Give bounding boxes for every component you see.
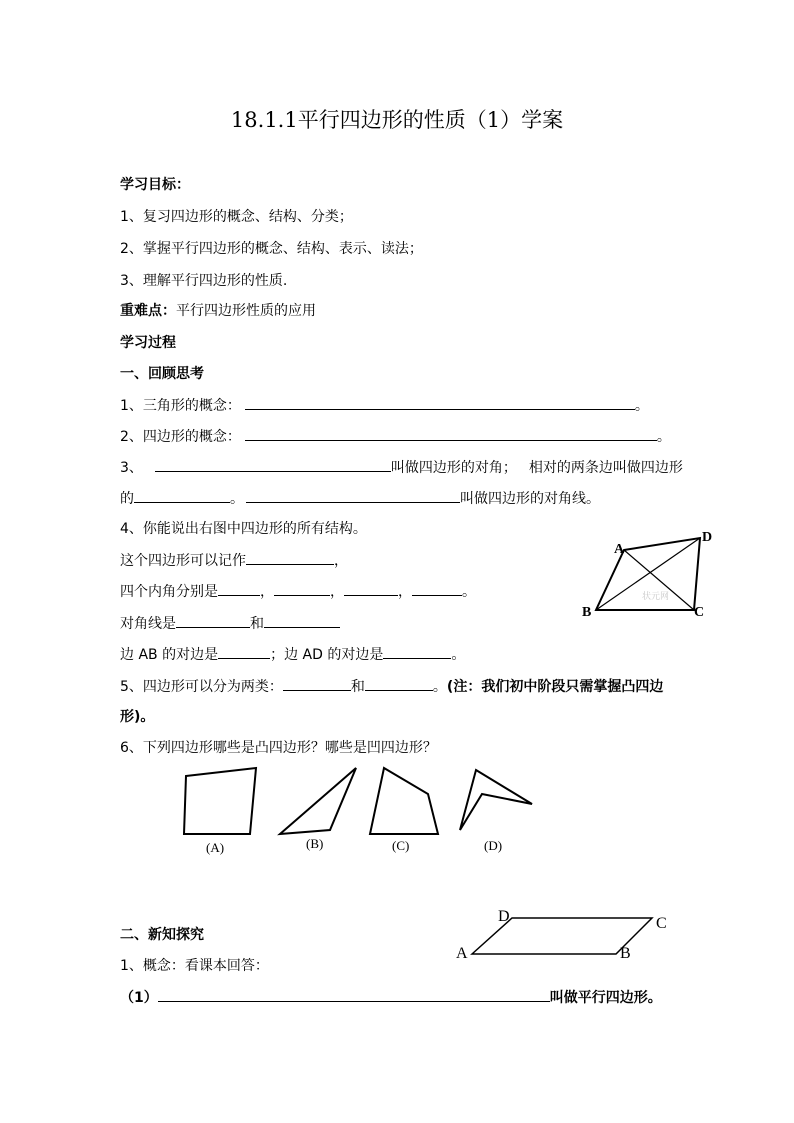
vertex-label-d: D bbox=[702, 530, 713, 545]
section2-heading: 二、新知探究 bbox=[120, 927, 204, 943]
c1-end: 叫做平行四边形。 bbox=[549, 990, 662, 1006]
q4c-label: 对角线是 bbox=[120, 616, 176, 632]
q5-note-cont: 形)。 bbox=[120, 709, 155, 725]
q4a-label: 这个四边形可以记作 bbox=[120, 553, 246, 569]
comma: ， bbox=[260, 584, 274, 600]
q2-blank[interactable] bbox=[245, 427, 657, 441]
q4d-label-1: 边 AB 的对边是 bbox=[120, 647, 219, 663]
q5-label: 5、四边形可以分为两类： bbox=[120, 679, 283, 695]
q4d-label-2: ；边 AD 的对边是 bbox=[270, 647, 384, 663]
comma: ， bbox=[398, 584, 412, 600]
shape-label-a: (A) bbox=[206, 840, 225, 855]
q5-note: (注：我们初中阶段只需掌握凸四边 bbox=[446, 679, 664, 695]
q5-and: 和 bbox=[350, 679, 365, 695]
vertex-label-d: D bbox=[498, 908, 510, 925]
vertex-label-b: B bbox=[620, 945, 631, 962]
vertex-label-c: C bbox=[694, 605, 705, 620]
question-4b bbox=[120, 582, 476, 601]
q2-label: 2、四边形的概念： bbox=[120, 429, 241, 445]
q3b-end: 叫做四边形的对角线。 bbox=[460, 491, 600, 507]
goals-heading: 学习目标： bbox=[120, 177, 190, 193]
q3b-dot: 。 bbox=[230, 491, 244, 507]
q1-label: 1、三角形的概念： bbox=[120, 398, 241, 414]
q1-end: 。 bbox=[634, 398, 649, 414]
shape-a bbox=[184, 768, 256, 834]
goal-item: 2、掌握平行四边形的概念、结构、表示、读法； bbox=[120, 241, 423, 257]
diagonal-ac bbox=[624, 550, 694, 610]
q2-end: 。 bbox=[656, 429, 671, 445]
vertex-label-c: C bbox=[656, 915, 667, 932]
vertex-label-a: A bbox=[614, 542, 625, 557]
shape-d bbox=[460, 770, 532, 830]
question-4c bbox=[120, 614, 340, 633]
q3-prefix: 3、 bbox=[120, 460, 143, 476]
question-6: 6、下列四边形哪些是凸四边形？哪些是凹四边形？ bbox=[120, 740, 437, 756]
watermark: 状元网 bbox=[642, 591, 670, 601]
q3-mid2: 相对的两条边叫做四边形 bbox=[528, 460, 683, 476]
question-3 bbox=[120, 458, 683, 477]
question-4d bbox=[120, 645, 465, 664]
shape-b bbox=[280, 768, 356, 834]
key-points-label: 重难点： bbox=[120, 303, 176, 319]
q3-blank-2[interactable] bbox=[134, 489, 230, 503]
q1-blank[interactable] bbox=[245, 396, 635, 410]
vertex-label-a: A bbox=[456, 945, 468, 962]
shapes-figure bbox=[170, 760, 550, 860]
q3-blank-3[interactable] bbox=[246, 489, 460, 503]
goal-item: 1、复习四边形的概念、结构、分类； bbox=[120, 209, 353, 225]
question-3b bbox=[120, 489, 600, 508]
key-points bbox=[120, 302, 316, 320]
concept-1: 1、概念：看课本回答： bbox=[120, 958, 269, 974]
opposite-blank-2[interactable] bbox=[383, 645, 451, 659]
key-points-text: 平行四边形性质的应用 bbox=[176, 303, 316, 319]
q3b-prefix: 的 bbox=[120, 491, 134, 507]
goal-item: 3、理解平行四边形的性质. bbox=[120, 273, 288, 289]
angle-blank-1[interactable] bbox=[218, 582, 260, 596]
diagonal-blank-2[interactable] bbox=[264, 614, 340, 628]
angle-blank-4[interactable] bbox=[412, 582, 462, 596]
diagonal-blank-1[interactable] bbox=[176, 614, 250, 628]
q5-end: 。 bbox=[432, 679, 447, 695]
q4b-end: 。 bbox=[462, 584, 476, 600]
q3-mid: 叫做四边形的对角； bbox=[390, 460, 517, 476]
q5-blank-2[interactable] bbox=[365, 677, 433, 691]
c1-num: （1） bbox=[120, 990, 158, 1006]
quadrilateral-figure bbox=[576, 524, 726, 624]
q4d-end: 。 bbox=[451, 647, 466, 663]
shape-c bbox=[370, 768, 438, 834]
parallelogram-figure bbox=[452, 904, 676, 966]
c1-blank[interactable] bbox=[158, 988, 550, 1002]
section1-heading: 一、回顾思考 bbox=[120, 366, 204, 382]
shape-label-c: (C) bbox=[392, 838, 410, 853]
angle-blank-2[interactable] bbox=[274, 582, 330, 596]
question-5 bbox=[120, 677, 663, 696]
question-2 bbox=[120, 427, 671, 446]
shape-label-d: (D) bbox=[484, 838, 503, 853]
q4a-end: ， bbox=[334, 553, 348, 569]
page-title: 18.1.1平行四边形的性质（1）学案 bbox=[230, 108, 564, 132]
opposite-blank-1[interactable] bbox=[218, 645, 270, 659]
concept-1-1 bbox=[120, 988, 662, 1007]
q4c-and: 和 bbox=[250, 616, 264, 632]
comma: ， bbox=[330, 584, 344, 600]
shape-label-b: (B) bbox=[306, 836, 324, 851]
question-4-title: 4、你能说出右图中四边形的所有结构。 bbox=[120, 521, 367, 537]
q4b-label: 四个内角分别是 bbox=[120, 584, 218, 600]
q3-blank-1[interactable] bbox=[155, 458, 391, 472]
question-4a bbox=[120, 551, 348, 570]
q4a-blank[interactable] bbox=[246, 551, 334, 565]
vertex-label-b: B bbox=[582, 605, 592, 620]
question-1 bbox=[120, 396, 649, 415]
process-heading: 学习过程 bbox=[120, 335, 176, 351]
q5-blank-1[interactable] bbox=[283, 677, 351, 691]
angle-blank-3[interactable] bbox=[344, 582, 398, 596]
